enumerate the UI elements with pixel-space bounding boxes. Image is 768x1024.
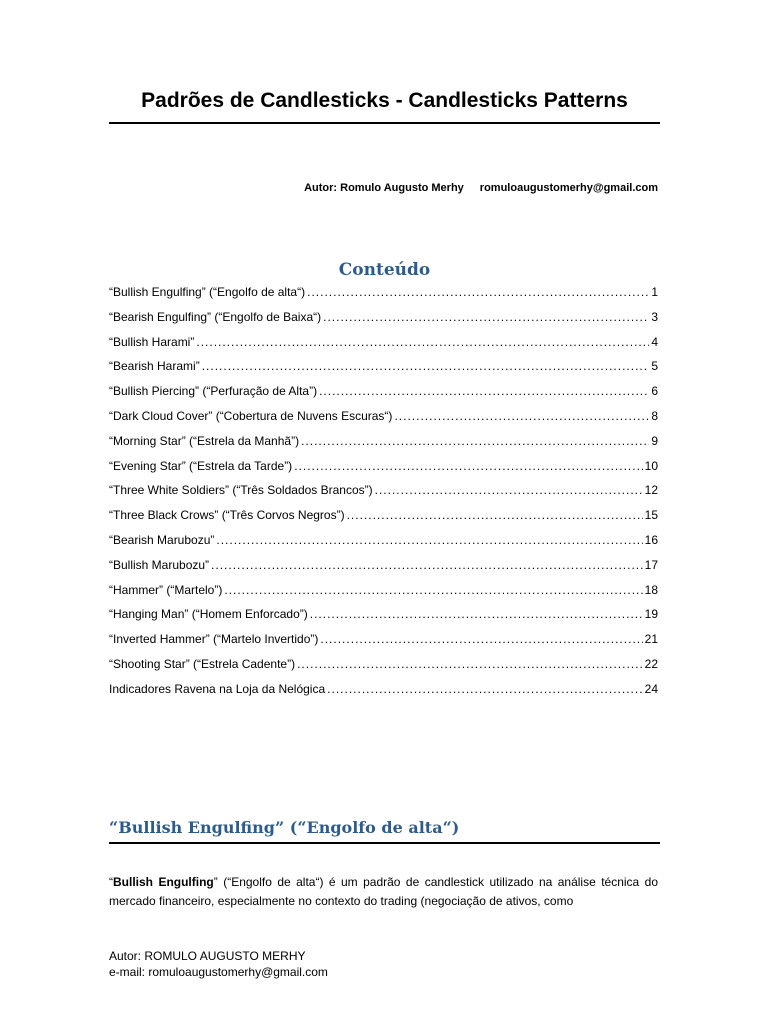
toc-entry-page: 18 bbox=[644, 582, 658, 597]
toc-entry-label: “Bullish Harami” bbox=[109, 334, 195, 349]
toc-dot-leader bbox=[301, 434, 649, 449]
toc-heading: Conteúdo bbox=[338, 260, 431, 280]
toc-dot-leader bbox=[294, 459, 642, 474]
toc-entry-label: “Hanging Man” (“Homem Enforcado”) bbox=[109, 607, 308, 622]
body-paragraph bbox=[109, 873, 658, 913]
toc-entry[interactable] bbox=[109, 350, 658, 375]
toc-entry-label: “Dark Cloud Cover” (“Cobertura de Nuvens Escuras“) bbox=[109, 408, 393, 423]
toc-entry[interactable] bbox=[109, 672, 658, 697]
toc-dot-leader bbox=[319, 384, 649, 399]
toc-entry-label: “Bullish Piercing” (“Perfuração de Alta”) bbox=[109, 384, 318, 399]
author-name: Autor: Romulo Augusto Merhy bbox=[304, 182, 464, 194]
toc-entry[interactable] bbox=[109, 573, 658, 598]
section-heading: “Bullish Engulfing” (“Engolfo de alta“) bbox=[109, 818, 460, 837]
toc-entry[interactable] bbox=[109, 449, 658, 474]
toc-entry-page: 16 bbox=[644, 532, 658, 547]
para-bold-term: Bullish Engulfing bbox=[113, 875, 214, 889]
toc-entry-page: 4 bbox=[651, 334, 658, 349]
toc-entry[interactable] bbox=[109, 374, 658, 399]
toc-dot-leader bbox=[307, 285, 649, 300]
toc-entry-label: “Three White Soldiers” (“Três Soldados Brancos”) bbox=[109, 483, 373, 498]
toc-entry-label: “Hammer” (“Martelo”) bbox=[109, 582, 223, 597]
footer-email: e-mail: romuloaugustomerhy@gmail.com bbox=[109, 965, 328, 979]
page-footer bbox=[109, 948, 328, 980]
toc-entry[interactable] bbox=[109, 424, 658, 449]
author-line bbox=[304, 181, 658, 195]
toc-entry-label: “Bullish Engulfing” (“Engolfo de alta“) bbox=[109, 285, 306, 299]
toc-entry[interactable] bbox=[109, 622, 658, 647]
toc-entry-page: 10 bbox=[644, 458, 658, 473]
toc-entry-page: 19 bbox=[644, 607, 658, 622]
toc-entry[interactable] bbox=[109, 498, 658, 523]
author-email: romuloaugustomerhy@gmail.com bbox=[479, 182, 658, 194]
toc-entry[interactable] bbox=[109, 647, 658, 672]
toc-entry[interactable] bbox=[109, 523, 658, 548]
toc-entry[interactable] bbox=[109, 598, 658, 623]
toc-entry-label: “Three Black Crows” (“Três Corvos Negros”) bbox=[109, 508, 345, 523]
toc-dot-leader bbox=[216, 533, 642, 548]
toc-entry-page: 9 bbox=[651, 433, 658, 448]
toc-entry[interactable] bbox=[109, 300, 658, 325]
toc-dot-leader bbox=[297, 657, 643, 672]
toc-entry-label: “Bearish Harami” bbox=[109, 359, 200, 374]
toc-dot-leader bbox=[394, 409, 649, 424]
toc-entry-label: “Bearish Engulfing” (“Engolfo de Baixa“) bbox=[109, 309, 322, 324]
toc-entry[interactable] bbox=[109, 285, 658, 300]
toc-dot-leader bbox=[202, 359, 650, 374]
toc-entry[interactable] bbox=[109, 325, 658, 350]
toc-entry-page: 1 bbox=[651, 285, 658, 299]
footer-author: Autor: ROMULO AUGUSTO MERHY bbox=[109, 949, 306, 963]
toc-dot-leader bbox=[347, 508, 643, 523]
toc-entry-page: 22 bbox=[644, 656, 658, 671]
section-underline bbox=[109, 842, 660, 844]
toc-entry-label: “Evening Star” (“Estrela da Tarde”) bbox=[109, 458, 293, 473]
toc-entry-label: “Morning Star” (“Estrela da Manhã”) bbox=[109, 433, 300, 448]
toc-entry-label: “Bullish Marubozu” bbox=[109, 557, 210, 572]
toc-entry-page: 8 bbox=[651, 408, 658, 423]
toc-dot-leader bbox=[211, 558, 643, 573]
toc-dot-leader bbox=[310, 607, 643, 622]
toc-entry-page: 17 bbox=[644, 557, 658, 572]
page-title: Padrões de Candlesticks - Candlesticks Patterns bbox=[141, 89, 628, 112]
para-open-quote: “ bbox=[109, 875, 113, 889]
toc-entry[interactable] bbox=[109, 548, 658, 573]
para-text: ” (“Engolfo de alta“) é um padrão de candlestick utilizado na análise técnica do mercado financeiro, especialmente no contexto do trading (negociação de ativos, como bbox=[109, 875, 658, 908]
toc-entry-page: 21 bbox=[644, 632, 658, 647]
toc-entry-page: 5 bbox=[651, 359, 658, 374]
toc-entry-label: “Inverted Hammer” (“Martelo Invertido”) bbox=[109, 632, 319, 647]
toc-entry-page: 12 bbox=[644, 483, 658, 498]
toc-entry-label: “Bearish Marubozu” bbox=[109, 532, 215, 547]
toc-entry-label: “Shooting Star” (“Estrela Cadente”) bbox=[109, 656, 296, 671]
toc-entry-page: 6 bbox=[651, 384, 658, 399]
toc-dot-leader bbox=[196, 335, 649, 350]
toc-entry[interactable] bbox=[109, 399, 658, 424]
toc-entry-page: 3 bbox=[651, 309, 658, 324]
title-underline bbox=[109, 122, 660, 124]
toc-dot-leader bbox=[327, 682, 642, 697]
toc-entry-page: 15 bbox=[644, 508, 658, 523]
toc-dot-leader bbox=[224, 583, 642, 598]
toc-dot-leader bbox=[375, 483, 643, 498]
toc-dot-leader bbox=[320, 632, 642, 647]
toc-entry[interactable] bbox=[109, 474, 658, 499]
toc-dot-leader bbox=[323, 310, 649, 325]
toc-entry-label: Indicadores Ravena na Loja da Nelógica bbox=[109, 681, 326, 696]
table-of-contents bbox=[109, 285, 658, 697]
toc-entry-page: 24 bbox=[644, 681, 658, 696]
